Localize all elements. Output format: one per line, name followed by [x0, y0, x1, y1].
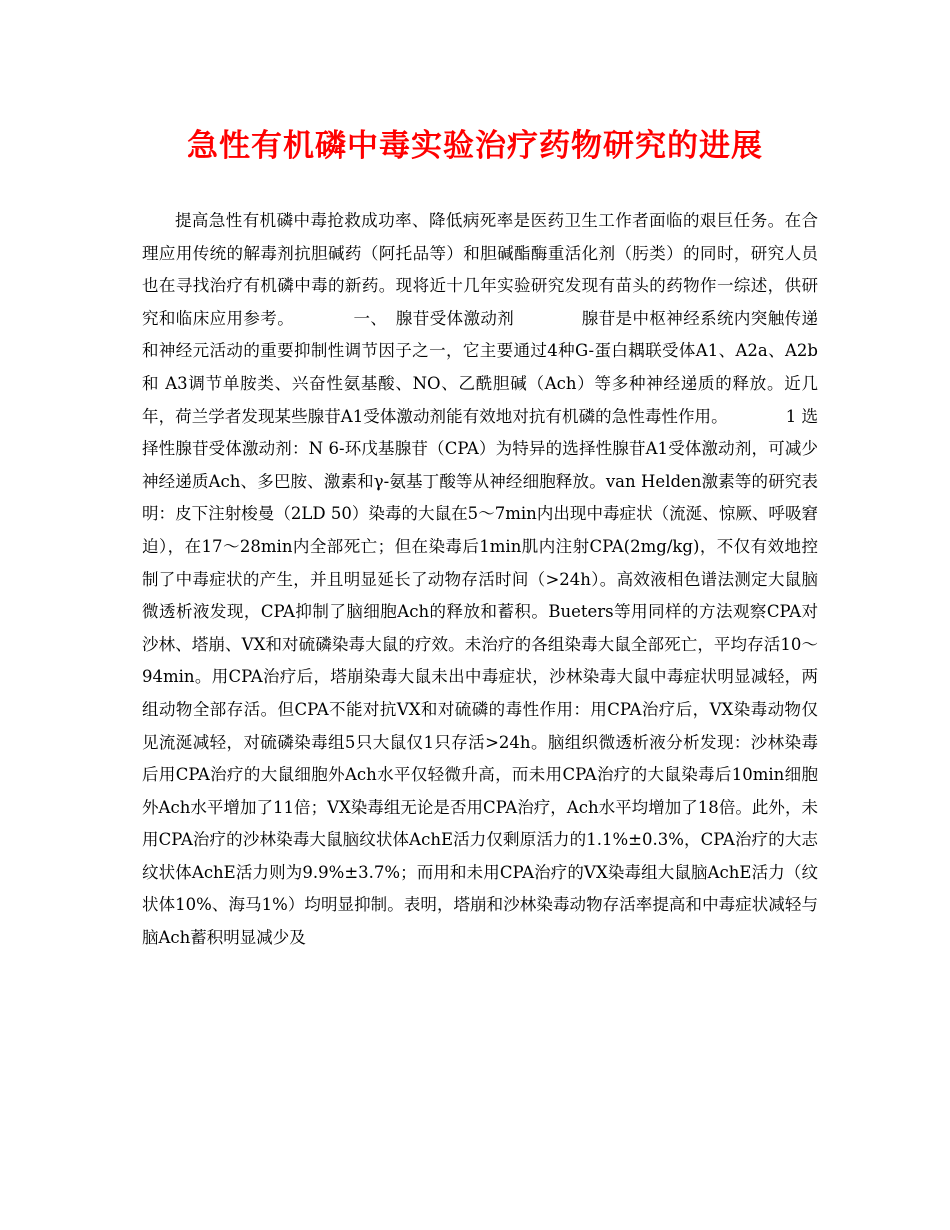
- document-body-paragraph: 提高急性有机磷中毒抢救成功率、降低病死率是医药卫生工作者面临的艰巨任务。在合理应用传统的解毒剂抗胆碱药（阿托品等）和胆碱酯酶重活化剂（肟类）的同时，研究人员也在寻找治疗有机磷中毒的新药。现将近十几年实验研究发现有苗头的药物作一综述，供研究和临床应用参考。 一、 腺苷受体激动剂 腺苷是中枢神经系统内突触传递和神经元活动的重要抑制性调节因子之一，它主要通过4种G-蛋白耦联受体A1、A2a、A2b和 A3调节单胺类、兴奋性氨基酸、NO、乙酰胆碱（Ach）等多种神经递质的释放。近几年，荷兰学者发现某些腺苷A1受体激动剂能有效地对抗有机磷的急性毒性作用。 1 选择性腺苷受体激动剂：N 6-环戊基腺苷（CPA）为特异的选择性腺苷A1受体激动剂，可减少神经递质Ach、多巴胺、激素和γ-氨基丁酸等从神经细胞释放。van Helden激素等的研究表明：皮下注射梭曼（2LD 50）染毒的大鼠在5～7min内出现中毒症状（流涎、惊厥、呼吸窘迫），在17～28min内全部死亡；但在染毒后1min肌内注射CPA(2mg/kg)，不仅有效地控制了中毒症状的产生，并且明显延长了动物存活时间（>24h）。高效液相色谱法测定大鼠脑微透析液发现，CPA抑制了脑细胞Ach的释放和蓄积。Bueters等用同样的方法观察CPA对沙林、塔崩、VX和对硫磷染毒大鼠的疗效。未治疗的各组染毒大鼠全部死亡，平均存活10～94min。用CPA治疗后，塔崩染毒大鼠未出中毒症状，沙林染毒大鼠中毒症状明显减轻，两组动物全部存活。但CPA不能对抗VX和对硫磷的毒性作用：用CPA治疗后，VX染毒动物仅见流涎减轻，对硫磷染毒组5只大鼠仅1只存活>24h。脑组织微透析液分析发现：沙林染毒后用CPA治疗的大鼠细胞外Ach水平仅轻微升高，而未用CPA治疗的大鼠染毒后10min细胞外Ach水平增加了11倍；VX染毒组无论是否用CPA治疗，Ach水平均增加了18倍。此外，未用CPA治疗的沙林染毒大鼠脑纹状体AchE活力仅剩原活力的1.1%±0.3%，CPA治疗的大志纹状体AchE活力则为9.9%±3.7%；而用和未用CPA治疗的VX染毒组大鼠脑AchE活力（纹状体10%、海马1%）均明显抑制。表明，塔崩和沙林染毒动物存活率提高和中毒症状减轻与脑Ach蓄积明显减少及: [142, 211, 818, 948]
- document-title: 急性有机磷中毒实验治疗药物研究的进展: [187, 128, 763, 164]
